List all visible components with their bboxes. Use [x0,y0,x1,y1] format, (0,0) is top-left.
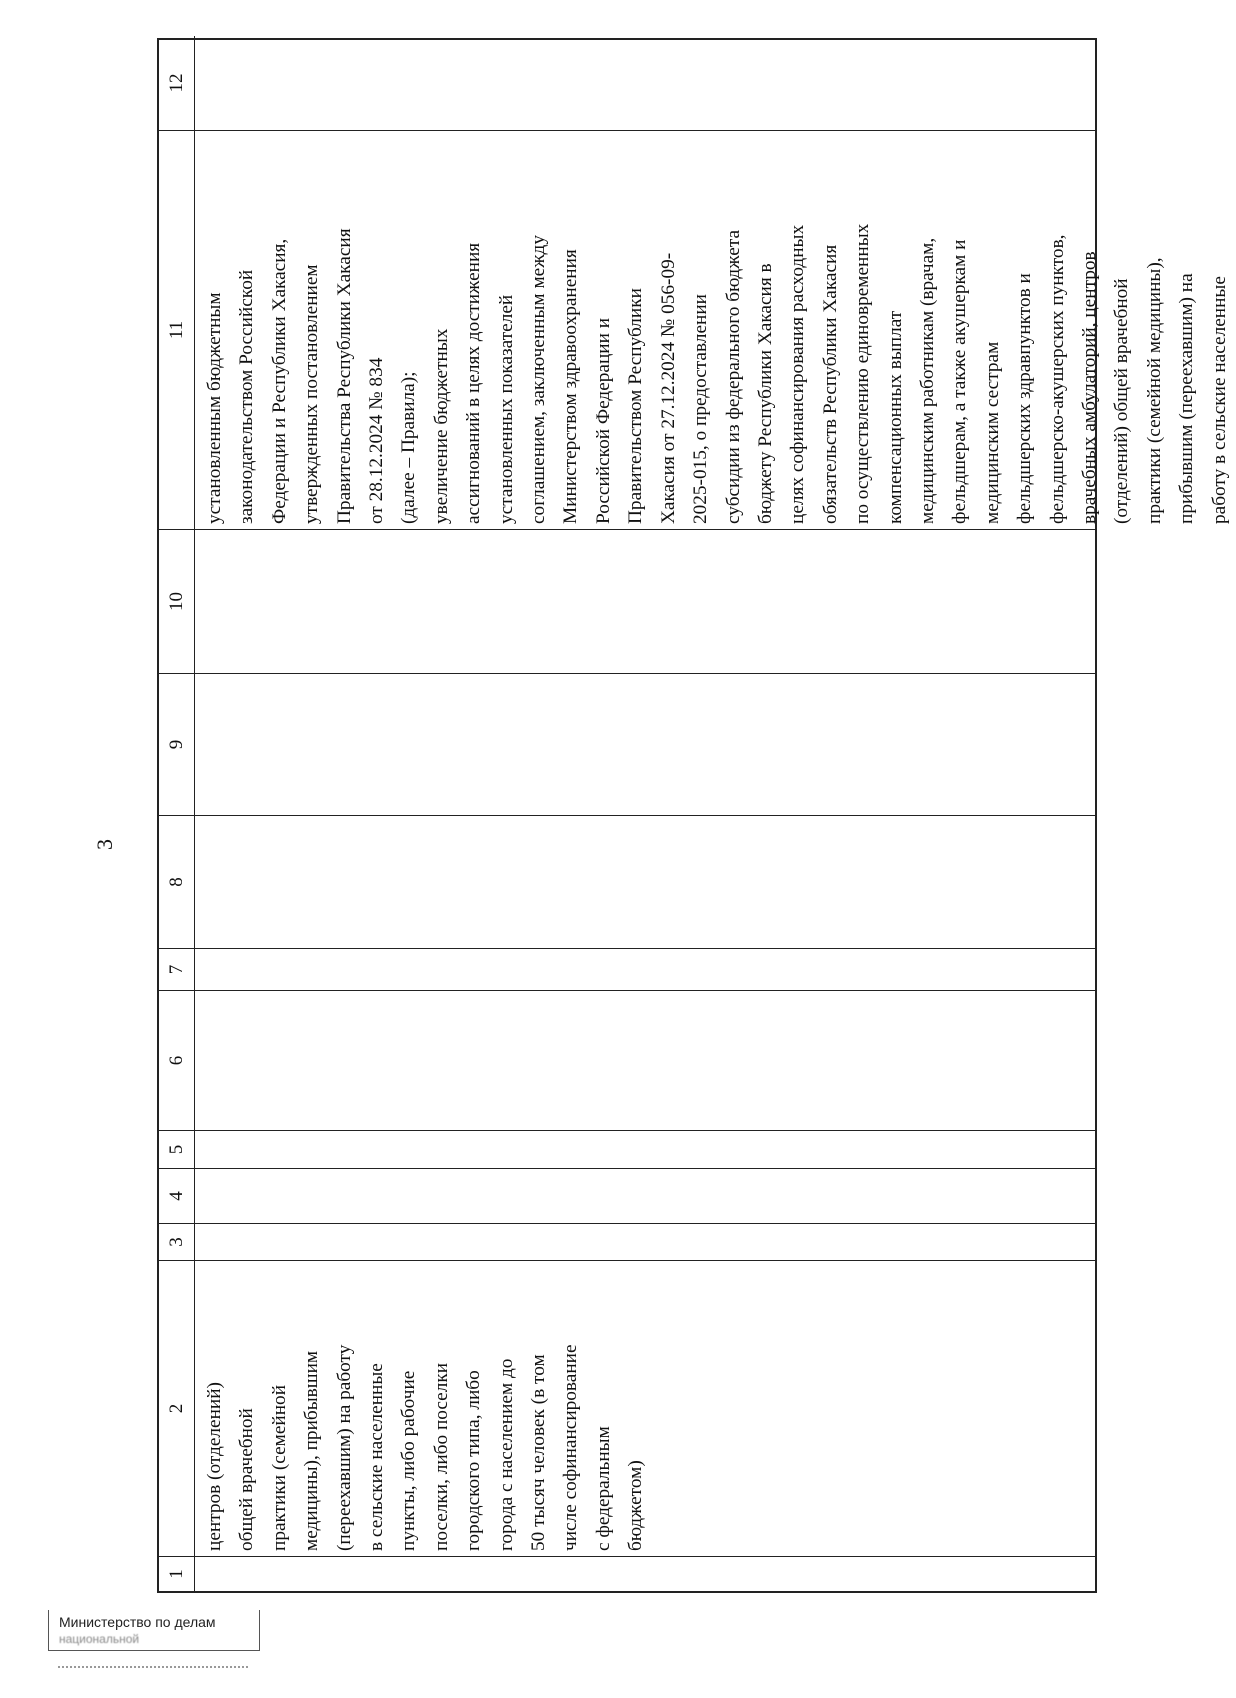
column-header: 2 [159,1261,195,1556]
column-header: 10 [159,530,195,673]
cell-text-line: обязательств Республики Хакасия [819,244,841,524]
cell-text-line: (далее – Правила); [398,371,420,524]
cell-text-line: соглашением, заключенным между [528,235,550,524]
column-body [195,36,1095,130]
cell-text-line: городского типа, либо [463,1370,485,1551]
cell-text-line: утвержденных постановлением [301,264,323,524]
cell-text-line: поселки, либо поселки [430,1362,452,1551]
cell-text-line: установленных показателей [495,294,517,524]
table-column-2 [159,1260,1095,1556]
column-body [195,1131,1095,1168]
column-body [195,1224,1095,1260]
table-column-3 [159,1223,1095,1260]
cell-text-line: практики (семейной [268,1384,290,1551]
table-column-1 [159,1556,1095,1591]
cell-text-line: от 28.12.2024 № 834 [366,357,388,524]
table-column-11 [159,130,1230,529]
cell-text-line: пункты, либо рабочие [398,1370,420,1551]
column-body [195,674,1095,815]
cell-text-line: медицины), прибывшим [301,1350,323,1551]
table-column-9 [159,673,1095,815]
cell-text-line: Правительством Республики [625,288,647,524]
column-header: 8 [159,816,195,948]
column-header: 6 [159,991,195,1130]
cell-text-line: фельдшерско-акушерских пунктов, [1046,234,1068,524]
table-column-12 [159,36,1095,130]
cell-text-line: целях софинансирования расходных [787,224,809,524]
stamp-text-faded: национальной [59,1632,140,1646]
column-body [195,1169,1095,1223]
column-header: 3 [159,1224,195,1260]
table-column-10 [159,529,1095,673]
column-body [195,530,1095,673]
table-column-5 [159,1130,1095,1168]
cell-text-line: с федеральным [592,1426,614,1551]
column-body [195,816,1095,948]
cell-text-line: Российской Федерации и [592,317,614,524]
cell-text-line: общей врачебной [236,1408,258,1551]
cell-text-line: бюджетом) [625,1460,647,1551]
column-header: 12 [159,36,195,130]
cell-text-line: центров (отделений) [204,1382,225,1551]
cell-text-line: города с населением до [495,1358,517,1551]
stamp-text: Министерство по делам [59,1614,216,1630]
column-header: 4 [159,1169,195,1223]
column-11-text [195,131,1230,529]
column-body [195,1557,1095,1591]
table-column-4 [159,1168,1095,1223]
cell-text-line: Федерации и Республики Хакасия, [268,238,290,524]
column-header: 11 [159,131,195,529]
column-2-text [195,1261,1095,1556]
cell-text-line: 50 тысяч человек (в том [528,1354,550,1551]
column-header: 9 [159,674,195,815]
cell-text-line: фельдшерских здравпунктов и [1014,273,1036,524]
table-column-6 [159,990,1095,1130]
column-header: 7 [159,949,195,990]
column-header: 5 [159,1131,195,1168]
cell-text-line: увеличение бюджетных [430,328,452,524]
column-body [195,991,1095,1130]
cell-text-line: бюджету Республики Хакасия в [754,263,776,524]
cell-text-line: (переехавшим) на работу [333,1344,355,1551]
table-column-7 [159,948,1095,990]
cell-text-line: в сельские населенные [366,1363,388,1551]
cell-text-line: фельдшерам, а также акушеркам и [949,239,971,524]
cell-text-line: установленным бюджетным [204,292,225,524]
cell-text-line: ассигнований в целях достижения [463,242,485,524]
cell-text-line: компенсационных выплат [884,310,906,524]
cell-text-line: прибывшим (переехавшим) на [1176,273,1198,524]
cell-text-line: (отделений) общей врачебной [1111,278,1133,524]
column-body [195,949,1095,990]
cell-text-line: Правительства Республики Хакасия [333,228,355,524]
cell-text-line: работу в сельские населенные [1208,276,1230,524]
cell-text-line: медицинским сестрам [981,341,1003,524]
table-column-8 [159,815,1095,948]
cell-text-line: законодательством Российской [236,269,258,524]
document-table [157,38,1230,1593]
cell-text-line: субсидии из федерального бюджета [722,229,744,524]
cell-text-line: 2025-015, о предоставлении [690,294,712,524]
page-number: 3 [92,839,117,850]
cell-text-line: Министерством здравоохранения [560,249,582,524]
stamp-marks [58,1662,248,1668]
cell-text-line: по осуществлению единовременных [852,223,874,524]
cell-text-line: числе софинансирование [560,1344,582,1551]
cell-text-line: Хакасия от 27.12.2024 № 056-09- [657,252,679,524]
cell-text-line: практики (семейной медицины), [1143,257,1165,524]
registration-stamp [48,1610,260,1651]
column-header: 1 [159,1557,195,1591]
cell-text-line: врачебных амбулаторий, центров [1078,251,1100,524]
cell-text-line: медицинским работникам (врачам, [916,237,938,524]
